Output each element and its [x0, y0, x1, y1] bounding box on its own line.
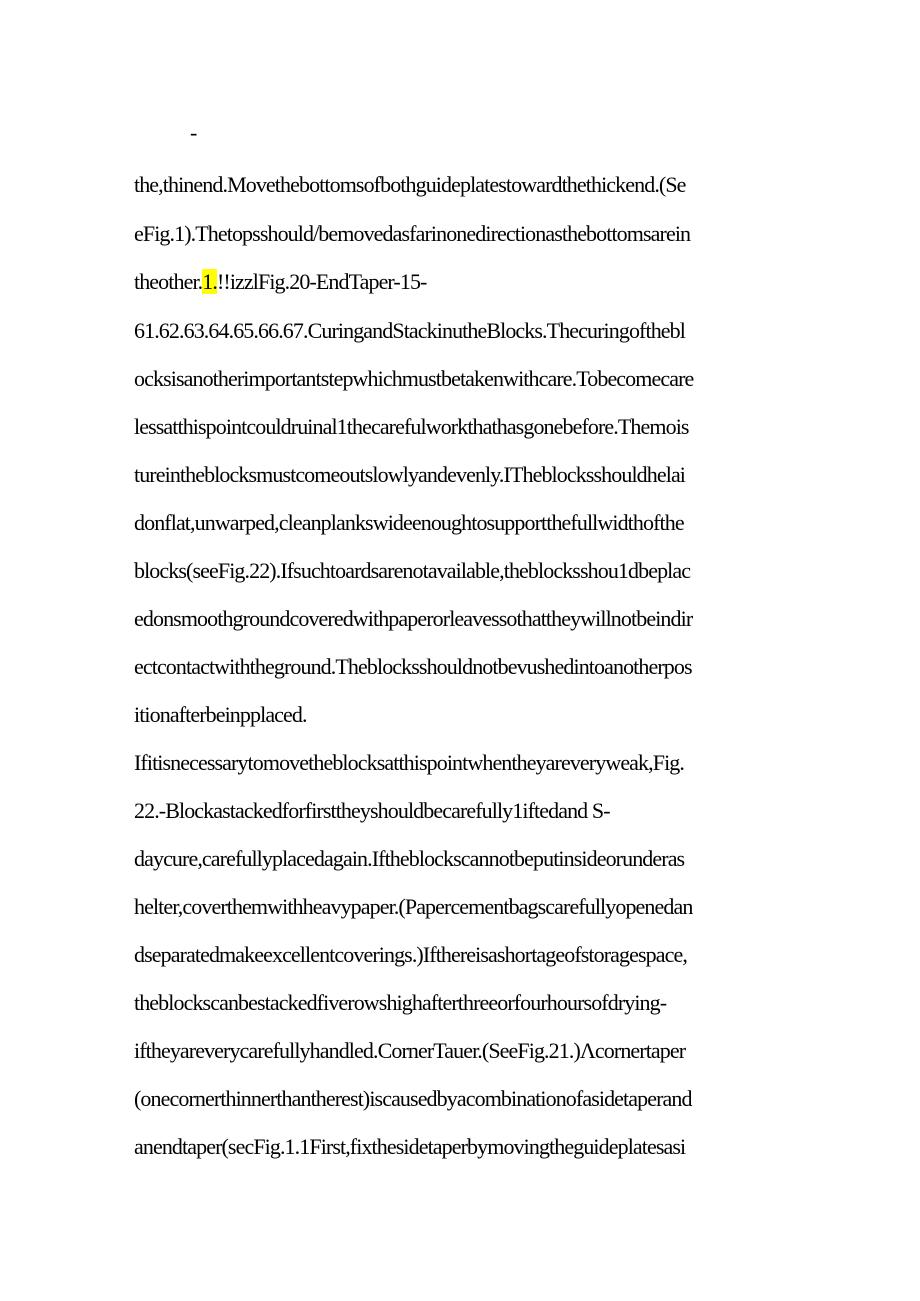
text-line-2: eFig.1).Thetopsshould/bemovedasfarinonedirectionasthebottomsarein [134, 221, 691, 246]
text-line-20: (onecornerthinnerthantherest)iscausedbyacombinationofasidetaperand [134, 1086, 692, 1111]
text-line-5: ocksisanotherimportantstepwhichmustbetakenwithcare.Tobecomecare [134, 366, 694, 391]
text-line-3-before: theother. [134, 269, 203, 294]
text-line-19: iftheyareverycarefullyhandled.CornerTauer.(SeeFig.21.)Λcornertaper [134, 1038, 686, 1063]
text-line-3 [134, 266, 426, 298]
text-line-7: tureintheblocksmustcomeoutslowlyandevenly.ITheblocksshouldhelai [134, 462, 686, 487]
text-line-10: edonsmoothgroundcoveredwithpaperorleavessothattheywillnotbeindir [134, 606, 693, 631]
text-line-11: ectcontactwiththeground.Theblocksshouldnotbevushedintoanotherpos [134, 654, 692, 679]
text-line-13: Ifitisnecessarytomovetheblocksatthispointwhentheyareveryweak,Fig. [134, 750, 684, 775]
text-line-3-after: !!izzlFig.20-EndTaper-15- [216, 269, 427, 294]
text-line-15: daycure,carefullyplacedagain.Iftheblockscannotbeputinsideorunderas [134, 846, 685, 871]
text-line-17: dseparatedmakeexcellentcoverings.)Ifthereisashortageofstoragespace, [134, 942, 687, 967]
page-dash: - [190, 120, 197, 145]
text-line-1: the,thinend.Movethebottomsofbothguideplatestowardthethickend.(Se [134, 172, 686, 197]
text-line-6: lessatthispointcouldruinal1thecarefulworkthathasgonebefore.Themois [134, 414, 689, 439]
highlighted-text: 1. [202, 269, 217, 294]
text-line-9: blocks(seeFig.22).Ifsuchtoardsarenotavailable,theblocksshou1dbeplac [134, 558, 691, 583]
text-line-4: 61.62.63.64.65.66.67.CuringandStackinutheBlocks.Thecuringofthebl [134, 318, 685, 343]
text-line-18: theblockscanbestackedfiverowshighafterthreeorfourhoursofdrying- [134, 990, 667, 1015]
text-line-12: itionafterbeinpplaced. [134, 702, 307, 727]
text-line-16: helter,coverthemwithheavypaper.(Papercementbagscarefullyopenedan [134, 894, 693, 919]
text-line-21: anendtaper(secFig.1.1First,fixthesidetaperbymovingtheguideplatesasi [134, 1134, 686, 1159]
text-line-14: 22.-Blockastackedforfirsttheyshouldbecarefully1iftedand S- [134, 798, 610, 823]
text-line-8: donflat,unwarped,cleanplankswideenoughtosupportthefullwidthofthe [134, 510, 684, 535]
